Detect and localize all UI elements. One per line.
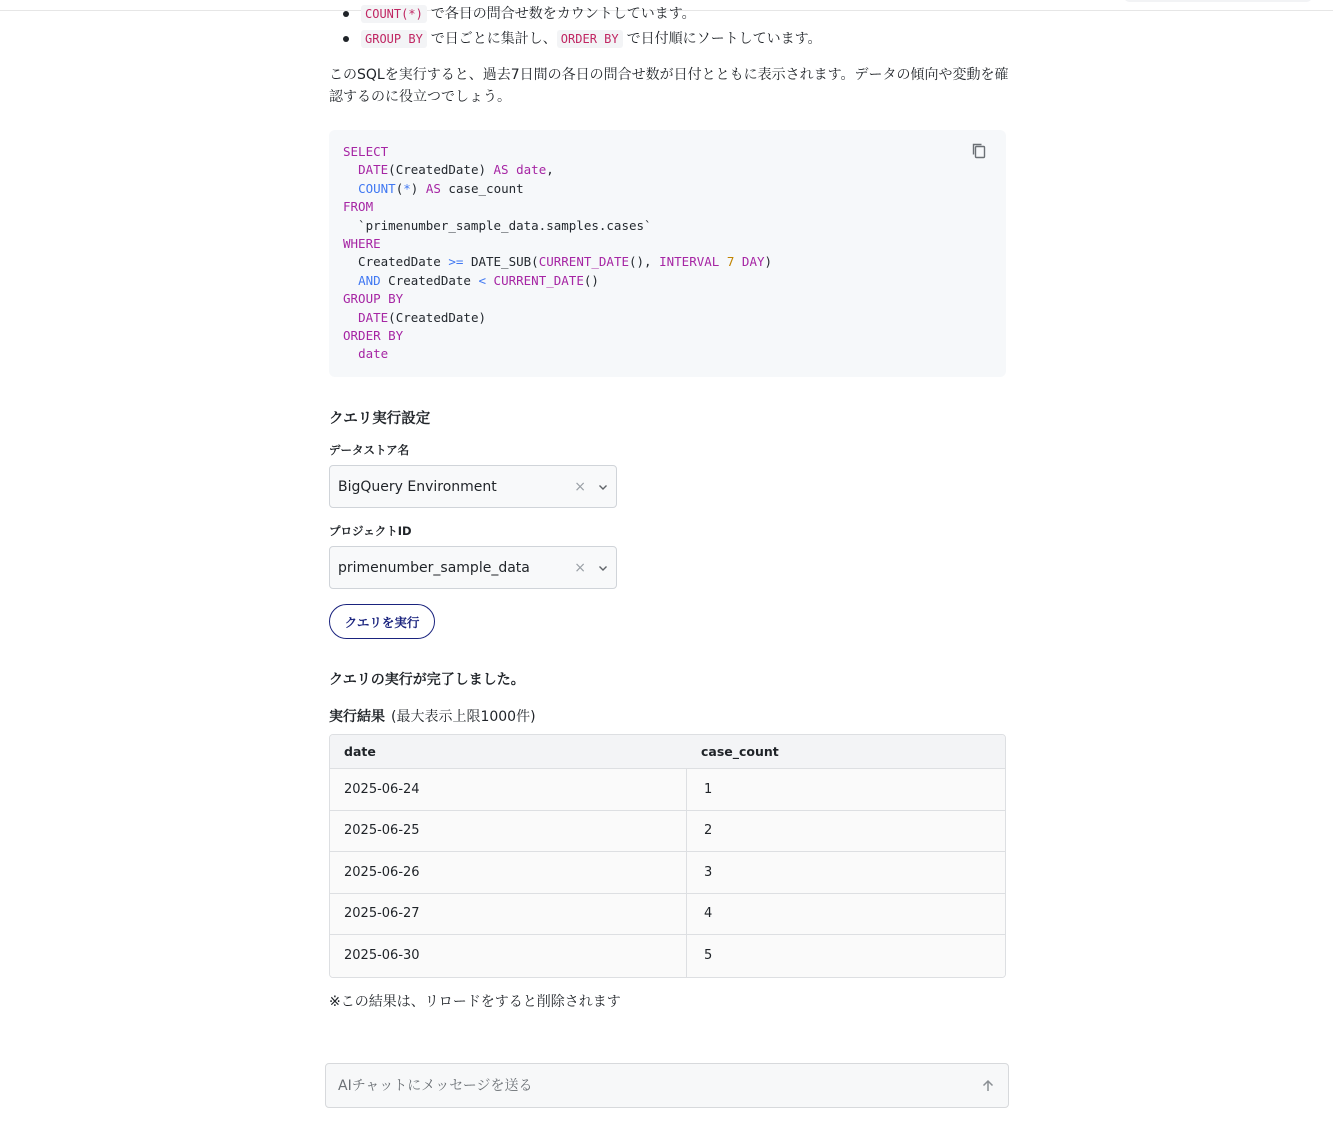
table-row [330,894,1005,936]
explanation-list [329,4,1006,52]
cell-date: 2025-06-25 [330,811,687,853]
explanation-paragraph: このSQLを実行すると、過去7日間の各日の問合せ数が日付とともに表示されます。データの傾向や変動を確認するのに役立つでしょう。 [329,67,1009,105]
table-header-row [330,735,1005,769]
result-title-text: 実行結果 [329,709,385,725]
column-header-case-count: case_count [687,735,1005,769]
clear-icon[interactable]: × [574,478,586,495]
chevron-down-icon[interactable] [598,482,608,492]
list-item-text: で日ごとに集計し、 [430,31,557,47]
column-header-date: date [330,735,687,769]
inline-code: ORDER BY [557,30,623,48]
sql-code: SELECT DATE(CreatedDate) AS date, COUNT(*) AS case_count FROM `primenumber_sample_data.samples.cases` WHERE CreatedDate >= DATE_SUB(CURRENT_DATE(), INTERVAL 7 DAY) AND CreatedDate < CURRENT_DATE() GROUP BY DATE(CreatedDate) ORDER BY date [343,144,773,362]
table-row [330,852,1005,894]
arrow-up-icon[interactable] [980,1078,996,1094]
result-table [329,734,1006,978]
result-limit-note: (最大表示上限1000件) [391,709,536,725]
cell-case-count: 3 [687,852,1005,894]
cell-date: 2025-06-27 [330,894,687,936]
table-row [330,935,1005,977]
cell-date: 2025-06-30 [330,935,687,977]
datastore-select[interactable] [329,465,617,508]
chat-message-input[interactable] [338,1078,980,1094]
list-item [329,2,1006,27]
list-item-text: で日付順にソートしています。 [626,31,822,47]
cell-date: 2025-06-24 [330,769,687,811]
copy-icon[interactable] [970,142,988,160]
chevron-down-icon[interactable] [598,563,608,573]
cell-case-count: 1 [687,769,1005,811]
table-row [330,811,1005,853]
query-done-message: クエリの実行が完了しました。 [329,672,525,688]
table-row [330,769,1005,811]
project-id-label: プロジェクトID [329,524,412,538]
run-query-button[interactable]: クエリを実行 [329,604,435,639]
cell-case-count: 4 [687,894,1005,936]
project-id-value: primenumber_sample_data [338,559,530,576]
sql-code-block [329,130,1006,377]
datastore-label: データストア名 [329,443,410,457]
clear-icon[interactable]: × [574,559,586,576]
inline-code: GROUP BY [361,30,427,48]
project-id-select[interactable] [329,546,617,589]
chat-input-box [325,1063,1009,1108]
cell-case-count: 2 [687,811,1005,853]
cell-case-count: 5 [687,935,1005,977]
list-item-text: で各日の問合せ数をカウントしています。 [430,6,696,22]
result-footnote: ※この結果は、リロードをすると削除されます [329,994,621,1010]
query-settings-title: クエリ実行設定 [329,411,431,427]
inline-code: COUNT(*) [361,5,427,23]
result-title [329,706,536,726]
top-bar-pill [1123,0,1313,2]
cell-date: 2025-06-26 [330,852,687,894]
list-item [329,27,1006,52]
datastore-value: BigQuery Environment [338,478,497,495]
